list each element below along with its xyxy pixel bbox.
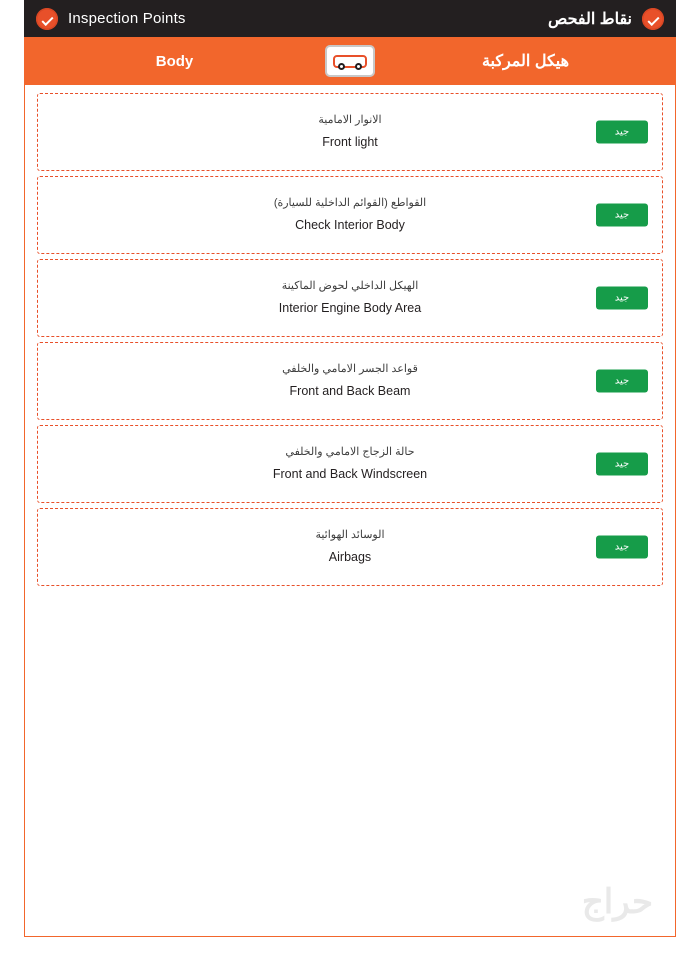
header-left-group: [36, 8, 186, 30]
item-label-en: Front and Back Beam: [289, 384, 411, 399]
item-label-en: Front light: [322, 135, 378, 150]
check-badge-icon: [36, 8, 58, 30]
content-frame: [24, 85, 676, 937]
list-item[interactable]: [37, 259, 663, 337]
list-item[interactable]: [37, 425, 663, 503]
item-label-en: Check Interior Body: [295, 218, 405, 233]
item-label-ar: قواعد الجسر الامامي والخلفي: [282, 362, 418, 375]
list-item[interactable]: [37, 93, 663, 171]
status-badge[interactable]: جيد: [596, 453, 648, 476]
page-title-ar: نقاط الفحص: [547, 10, 632, 28]
inspection-items-list: [25, 85, 675, 586]
list-item[interactable]: [37, 176, 663, 254]
page-header: [24, 0, 676, 37]
list-item[interactable]: [37, 508, 663, 586]
tab-bar: [24, 37, 676, 85]
item-text-group: [38, 529, 662, 565]
item-text-group: [38, 197, 662, 233]
header-right-group: [548, 8, 664, 30]
item-label-ar: القواطع (القوائم الداخلية للسيارة): [273, 196, 427, 209]
item-text-group: [38, 280, 662, 316]
tab-body-en[interactable]: Body: [155, 52, 194, 70]
status-badge[interactable]: جيد: [596, 370, 648, 393]
check-badge-icon: [642, 8, 664, 30]
item-label-ar: الوسائد الهوائية: [315, 528, 385, 541]
item-text-group: [38, 446, 662, 482]
tab-body-ar[interactable]: هيكل المركبة: [481, 53, 570, 70]
item-label-en: Interior Engine Body Area: [278, 301, 422, 316]
item-label-en: Front and Back Windscreen: [272, 467, 428, 482]
item-label-en: Airbags: [328, 550, 372, 565]
item-label-ar: حالة الزجاج الامامي والخلفي: [285, 445, 415, 458]
list-item[interactable]: [37, 342, 663, 420]
item-label-ar: الهيكل الداخلي لحوض الماكينة: [281, 279, 419, 292]
status-badge[interactable]: جيد: [596, 536, 648, 559]
page-title-en: Inspection Points: [68, 10, 186, 27]
car-icon: [325, 45, 375, 77]
watermark: حراج: [581, 883, 653, 921]
status-badge[interactable]: جيد: [596, 204, 648, 227]
item-text-group: [38, 114, 662, 150]
status-badge[interactable]: جيد: [596, 121, 648, 144]
status-badge[interactable]: جيد: [596, 287, 648, 310]
item-text-group: [38, 363, 662, 399]
item-label-ar: الانوار الامامية: [318, 113, 382, 126]
